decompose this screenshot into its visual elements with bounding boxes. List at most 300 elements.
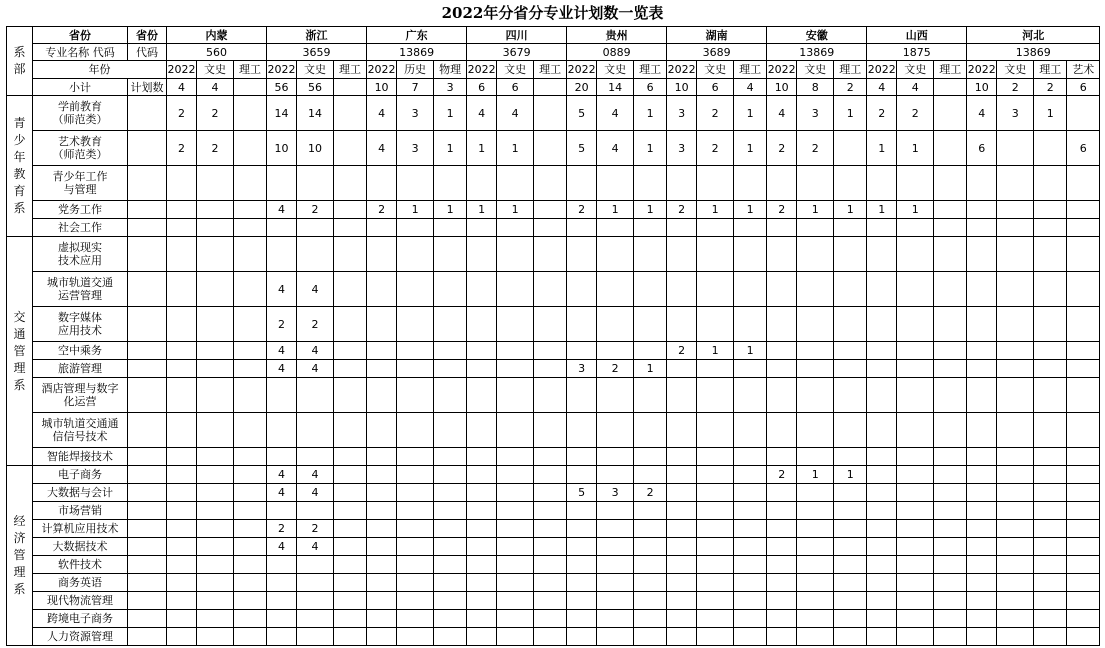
value-cell (197, 610, 234, 628)
value-cell (634, 592, 667, 610)
value-cell (667, 272, 697, 307)
value-cell (297, 166, 334, 201)
value-cell (534, 610, 567, 628)
value-cell (834, 166, 867, 201)
value-cell (897, 272, 934, 307)
value-cell: 10 (267, 131, 297, 166)
value-cell (1034, 360, 1067, 378)
value-cell (334, 502, 367, 520)
value-cell (1034, 484, 1067, 502)
value-cell (167, 502, 197, 520)
value-cell (934, 201, 967, 219)
major-code (128, 237, 167, 272)
value-cell (167, 272, 197, 307)
major-code (128, 484, 167, 502)
value-cell: 1 (897, 131, 934, 166)
value-cell (334, 484, 367, 502)
value-cell (997, 610, 1034, 628)
table-row (7, 61, 1100, 79)
value-cell (434, 166, 467, 201)
value-cell (734, 448, 767, 466)
value-cell (197, 360, 234, 378)
value-cell (367, 219, 397, 237)
value-cell (667, 307, 697, 342)
value-cell (767, 307, 797, 342)
major-name (33, 272, 128, 307)
value-cell: 1 (634, 131, 667, 166)
subtotal-cell: 56 (267, 79, 297, 96)
value-cell (697, 166, 734, 201)
value-cell: 2 (567, 201, 597, 219)
value-cell (634, 272, 667, 307)
value-cell (397, 610, 434, 628)
value-cell: 1 (434, 201, 467, 219)
value-cell (1034, 378, 1067, 413)
value-cell (597, 378, 634, 413)
value-cell (297, 628, 334, 646)
value-cell (534, 413, 567, 448)
major-name (33, 484, 128, 502)
subtotal-cell: 8 (797, 79, 834, 96)
value-cell (467, 520, 497, 538)
value-cell (967, 342, 997, 360)
table-row (7, 201, 1100, 219)
value-cell: 14 (267, 96, 297, 131)
value-cell (967, 307, 997, 342)
value-cell (597, 502, 634, 520)
value-cell (534, 484, 567, 502)
value-cell (667, 484, 697, 502)
value-cell: 4 (267, 360, 297, 378)
major-name (33, 628, 128, 646)
value-cell (997, 360, 1034, 378)
value-cell (497, 237, 534, 272)
value-cell (497, 628, 534, 646)
value-cell (634, 237, 667, 272)
value-cell (434, 360, 467, 378)
major-code (128, 360, 167, 378)
value-cell: 4 (267, 342, 297, 360)
value-cell (434, 520, 467, 538)
value-cell: 1 (634, 96, 667, 131)
value-cell (597, 166, 634, 201)
value-cell (367, 166, 397, 201)
table-row (7, 27, 1100, 44)
value-cell (667, 610, 697, 628)
value-cell (634, 166, 667, 201)
value-cell (567, 219, 597, 237)
province-code: 3659 (267, 44, 367, 61)
value-cell (734, 592, 767, 610)
value-cell: 3 (597, 484, 634, 502)
value-cell (197, 574, 234, 592)
value-cell (534, 592, 567, 610)
year-cell: 2022 (367, 61, 397, 79)
table-row (7, 166, 1100, 201)
value-cell: 3 (397, 131, 434, 166)
value-cell (934, 610, 967, 628)
subject-cell: 理工 (1034, 61, 1067, 79)
value-cell (597, 466, 634, 484)
value-cell (367, 307, 397, 342)
value-cell (167, 484, 197, 502)
value-cell (767, 360, 797, 378)
value-cell: 4 (267, 484, 297, 502)
value-cell (897, 610, 934, 628)
major-code (128, 96, 167, 131)
value-cell (867, 574, 897, 592)
province-name: 河北 (967, 27, 1100, 44)
value-cell: 1 (734, 342, 767, 360)
code-label: 代码 (128, 44, 167, 61)
value-cell (197, 413, 234, 448)
table-row (7, 219, 1100, 237)
value-cell (467, 342, 497, 360)
value-cell (734, 610, 767, 628)
province-name: 安徽 (767, 27, 867, 44)
value-cell (834, 628, 867, 646)
province-name: 湖南 (667, 27, 767, 44)
value-cell (867, 360, 897, 378)
value-cell: 3 (567, 360, 597, 378)
value-cell (867, 342, 897, 360)
value-cell (497, 413, 534, 448)
value-cell (967, 448, 997, 466)
value-cell (1067, 520, 1100, 538)
major-name (33, 502, 128, 520)
value-cell: 4 (967, 96, 997, 131)
value-cell (367, 628, 397, 646)
value-cell (267, 166, 297, 201)
value-cell (897, 502, 934, 520)
value-cell (934, 520, 967, 538)
value-cell (997, 556, 1034, 574)
value-cell: 4 (297, 538, 334, 556)
value-cell (197, 538, 234, 556)
major-name-line: 人力资源管理 (47, 630, 113, 643)
subtotal-cell: 56 (297, 79, 334, 96)
major-name-line: 大数据与会计 (47, 486, 113, 499)
value-cell (1034, 201, 1067, 219)
value-cell: 1 (834, 201, 867, 219)
major-name-line: 应用技术 (58, 324, 102, 337)
subject-cell: 理工 (334, 61, 367, 79)
value-cell: 2 (297, 201, 334, 219)
value-cell (834, 131, 867, 166)
value-cell (434, 556, 467, 574)
major-code (128, 556, 167, 574)
subtotal-cell: 6 (1067, 79, 1100, 96)
value-cell (834, 484, 867, 502)
value-cell (667, 574, 697, 592)
value-cell (634, 574, 667, 592)
value-cell (867, 592, 897, 610)
value-cell (467, 610, 497, 628)
value-cell (667, 556, 697, 574)
table-row (7, 79, 1100, 96)
subtotal-cell: 6 (467, 79, 497, 96)
value-cell (497, 307, 534, 342)
value-cell (567, 466, 597, 484)
major-name (33, 378, 128, 413)
value-cell (597, 237, 634, 272)
subject-cell: 理工 (734, 61, 767, 79)
value-cell: 1 (697, 342, 734, 360)
value-cell (167, 538, 197, 556)
value-cell (634, 628, 667, 646)
value-cell (534, 272, 567, 307)
value-cell (534, 448, 567, 466)
value-cell (1034, 538, 1067, 556)
value-cell (597, 448, 634, 466)
value-cell (167, 342, 197, 360)
value-cell (1067, 592, 1100, 610)
value-cell (1067, 448, 1100, 466)
value-cell (1034, 556, 1067, 574)
value-cell (734, 520, 767, 538)
value-cell (634, 502, 667, 520)
value-cell (634, 342, 667, 360)
value-cell (397, 360, 434, 378)
value-cell (667, 466, 697, 484)
value-cell: 1 (634, 360, 667, 378)
value-cell (597, 520, 634, 538)
value-cell: 4 (297, 360, 334, 378)
value-cell (767, 592, 797, 610)
value-cell (797, 628, 834, 646)
value-cell (967, 360, 997, 378)
value-cell (534, 201, 567, 219)
value-cell (497, 484, 534, 502)
value-cell (197, 378, 234, 413)
value-cell (497, 342, 534, 360)
major-name-line: 软件技术 (58, 558, 102, 571)
value-cell: 1 (797, 201, 834, 219)
table-row (7, 574, 1100, 592)
value-cell (367, 502, 397, 520)
value-cell (897, 342, 934, 360)
value-cell (167, 219, 197, 237)
value-cell: 4 (297, 342, 334, 360)
value-cell (797, 219, 834, 237)
subtotal-cell: 6 (634, 79, 667, 96)
subtotal-cell: 10 (967, 79, 997, 96)
value-cell (834, 378, 867, 413)
value-cell (667, 360, 697, 378)
value-cell (734, 466, 767, 484)
value-cell (267, 556, 297, 574)
value-cell (767, 556, 797, 574)
value-cell (234, 592, 267, 610)
value-cell (967, 466, 997, 484)
value-cell: 1 (434, 96, 467, 131)
subtotal-cell: 4 (734, 79, 767, 96)
value-cell (434, 448, 467, 466)
value-cell (534, 538, 567, 556)
value-cell (467, 378, 497, 413)
plan-table (6, 26, 1100, 646)
value-cell (667, 592, 697, 610)
major-code (128, 219, 167, 237)
subtotal-cell: 4 (867, 79, 897, 96)
value-cell (397, 628, 434, 646)
major-name (33, 610, 128, 628)
value-cell: 2 (197, 96, 234, 131)
value-cell (1067, 466, 1100, 484)
value-cell (434, 342, 467, 360)
value-cell (1067, 574, 1100, 592)
value-cell (934, 574, 967, 592)
value-cell (667, 538, 697, 556)
value-cell (734, 574, 767, 592)
value-cell (367, 574, 397, 592)
value-cell (797, 378, 834, 413)
department-cell (7, 466, 33, 646)
value-cell (234, 520, 267, 538)
value-cell (734, 307, 767, 342)
value-cell: 2 (797, 131, 834, 166)
value-cell (297, 413, 334, 448)
department-cell (7, 237, 33, 466)
value-cell (434, 413, 467, 448)
major-code (128, 448, 167, 466)
subject-cell: 文史 (997, 61, 1034, 79)
value-cell (897, 574, 934, 592)
value-cell (367, 413, 397, 448)
value-cell (234, 574, 267, 592)
value-cell (634, 466, 667, 484)
value-cell: 1 (1034, 96, 1067, 131)
major-code (128, 307, 167, 342)
value-cell (697, 556, 734, 574)
major-name (33, 360, 128, 378)
subject-cell: 文史 (297, 61, 334, 79)
value-cell (767, 574, 797, 592)
major-name-line: 旅游管理 (58, 362, 102, 375)
subtotal-cell: 10 (767, 79, 797, 96)
year-cell: 2022 (767, 61, 797, 79)
value-cell: 4 (297, 272, 334, 307)
major-code (128, 201, 167, 219)
value-cell (997, 272, 1034, 307)
value-cell (997, 484, 1034, 502)
value-cell (397, 166, 434, 201)
year-cell: 2022 (267, 61, 297, 79)
value-cell (534, 360, 567, 378)
value-cell (797, 307, 834, 342)
value-cell (367, 342, 397, 360)
value-cell (467, 556, 497, 574)
province-code: 3689 (667, 44, 767, 61)
value-cell (667, 413, 697, 448)
value-cell (497, 219, 534, 237)
value-cell (934, 448, 967, 466)
value-cell (397, 448, 434, 466)
value-cell (867, 166, 897, 201)
value-cell (767, 484, 797, 502)
subtotal-cell: 3 (434, 79, 467, 96)
value-cell (197, 272, 234, 307)
value-cell (897, 307, 934, 342)
value-cell (297, 610, 334, 628)
value-cell (297, 378, 334, 413)
value-cell (467, 574, 497, 592)
value-cell: 4 (267, 272, 297, 307)
value-cell (834, 574, 867, 592)
value-cell (697, 610, 734, 628)
value-cell: 2 (367, 201, 397, 219)
value-cell (1034, 272, 1067, 307)
value-cell (367, 237, 397, 272)
value-cell (1034, 307, 1067, 342)
value-cell (897, 360, 934, 378)
value-cell: 1 (467, 201, 497, 219)
major-name-line: 化运营 (63, 395, 97, 408)
subtotal-cell: 2 (1034, 79, 1067, 96)
value-cell (834, 413, 867, 448)
value-cell (334, 610, 367, 628)
major-code (128, 502, 167, 520)
value-cell (697, 466, 734, 484)
value-cell (834, 448, 867, 466)
value-cell: 1 (497, 131, 534, 166)
value-cell (934, 413, 967, 448)
value-cell (397, 502, 434, 520)
value-cell (167, 448, 197, 466)
value-cell (434, 237, 467, 272)
value-cell: 1 (434, 131, 467, 166)
value-cell (734, 484, 767, 502)
value-cell (234, 502, 267, 520)
value-cell (1067, 166, 1100, 201)
value-cell (397, 484, 434, 502)
value-cell (967, 610, 997, 628)
value-cell (697, 484, 734, 502)
value-cell: 2 (767, 131, 797, 166)
value-cell (1067, 219, 1100, 237)
value-cell: 4 (597, 131, 634, 166)
value-cell (367, 538, 397, 556)
value-cell (267, 502, 297, 520)
value-cell (767, 520, 797, 538)
province-code: 13869 (367, 44, 467, 61)
value-cell: 4 (267, 466, 297, 484)
province-code: 3679 (467, 44, 567, 61)
value-cell (597, 307, 634, 342)
subject-cell: 理工 (834, 61, 867, 79)
value-cell (197, 166, 234, 201)
table-row (7, 272, 1100, 307)
table-row (7, 466, 1100, 484)
value-cell (234, 466, 267, 484)
value-cell (1034, 219, 1067, 237)
subtotal-cell: 20 (567, 79, 597, 96)
value-cell (867, 219, 897, 237)
value-cell: 3 (997, 96, 1034, 131)
year-cell: 2022 (967, 61, 997, 79)
value-cell (897, 166, 934, 201)
value-cell (634, 219, 667, 237)
subtotal-cell: 2 (997, 79, 1034, 96)
major-name (33, 237, 128, 272)
value-cell (434, 219, 467, 237)
value-cell (834, 307, 867, 342)
value-cell (797, 538, 834, 556)
value-cell (734, 556, 767, 574)
value-cell (197, 592, 234, 610)
value-cell (897, 520, 934, 538)
value-cell: 1 (797, 466, 834, 484)
